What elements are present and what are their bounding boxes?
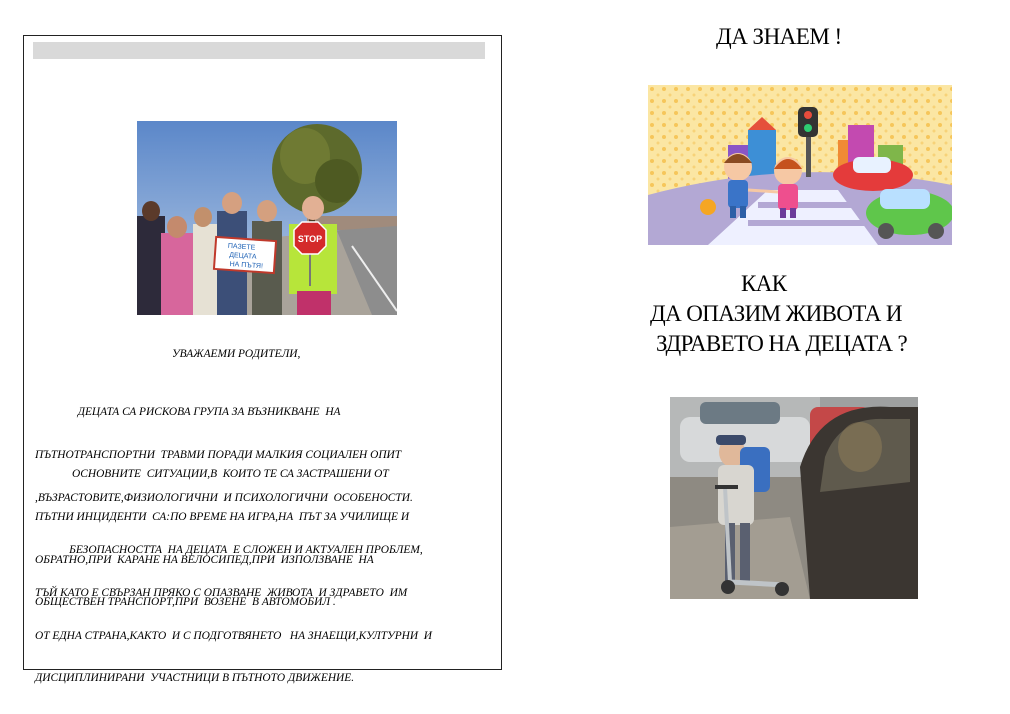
paragraph1-line: ДЕЦАТА СА РИСКОВА ГРУПА ЗА ВЪЗНИКВАНЕ НА — [35, 406, 341, 419]
paragraph-safety-problem — [35, 515, 432, 714]
paragraph3-line: ОТ ЕДНА СТРАНА,КАКТО И С ПОДГОТВЯНЕТО НА ЗНАЕЩИ,КУЛТУРНИ И — [35, 629, 433, 642]
sign-text-line-2: ДЕЦАТА — [228, 251, 257, 261]
paragraph2-line: ОБЩЕСТВЕН ТРАНСПОРТ,ПРИ ВОЗЕНЕ В АВТОМОБИЛ . — [35, 596, 336, 609]
question-line-2: ДА ОПАЗИМ ЖИВОТА И — [650, 301, 902, 326]
boy-with-scooter-photo — [670, 397, 918, 599]
page-title: ДА ЗНАЕМ ! — [716, 24, 842, 49]
header-grey-bar — [33, 42, 485, 59]
paragraph2-line: ОСНОВНИТЕ СИТУАЦИИ,В КОИТО ТЕ СА ЗАСТРАШЕНИ ОТ — [35, 468, 389, 481]
stop-sign-text: STOP — [297, 234, 323, 244]
sign-text-line-3: НА ПЪТЯ! — [229, 260, 264, 271]
cartoon-kids-crossing-illustration — [648, 85, 952, 245]
paragraph2-line: ОБРАТНО,ПРИ КАРАНЕ НА ВЕЛОСИПЕД,ПРИ ИЗПОЛЗВАНЕ НА — [35, 553, 374, 566]
children-road-safety-photo — [137, 121, 397, 315]
sign-text-line-1: ПАЗЕТЕ — [227, 242, 256, 252]
paragraph2-line: ПЪТНИ ИНЦИДЕНТИ СА:ПО ВРЕМЕ НА ИГРА,НА ПЪТ ЗА УЧИЛИЩЕ И — [35, 511, 410, 524]
salutation-text: УВАЖАЕМИ РОДИТЕЛИ, — [172, 348, 301, 360]
paragraph1-line: ,ВЪЗРАСТОВИТЕ,ФИЗИОЛОГИЧНИ И ПСИХОЛОГИЧНИ ОСОБЕНОСТИ. — [35, 491, 413, 504]
left-page-panel — [23, 35, 502, 685]
paragraph3-line: ДИСЦИПЛИНИРАНИ УЧАСТНИЦИ В ПЪТНОТО ДВИЖЕНИЕ. — [35, 672, 355, 685]
question-line-3: ЗДРАВЕТО НА ДЕЦАТА ? — [656, 331, 908, 356]
paragraph3-line: БЕЗОПАСНОСТТА НА ДЕЦАТА Е СЛОЖЕН И АКТУАЛЕН ПРОБЛЕМ, — [35, 544, 423, 557]
paragraph3-line: ТЪЙ КАТО Е СВЪРЗАН ПРЯКО С ОПАЗВАНЕ ЖИВОТА И ЗДРАВЕТО ИМ — [35, 587, 408, 600]
question-line-1: КАК — [741, 271, 787, 296]
paragraph1-line: ПЪТНОТРАНСПОРТНИ ТРАВМИ ПОРАДИ МАЛКИЯ СОЦИАЛЕН ОПИТ — [35, 449, 402, 462]
